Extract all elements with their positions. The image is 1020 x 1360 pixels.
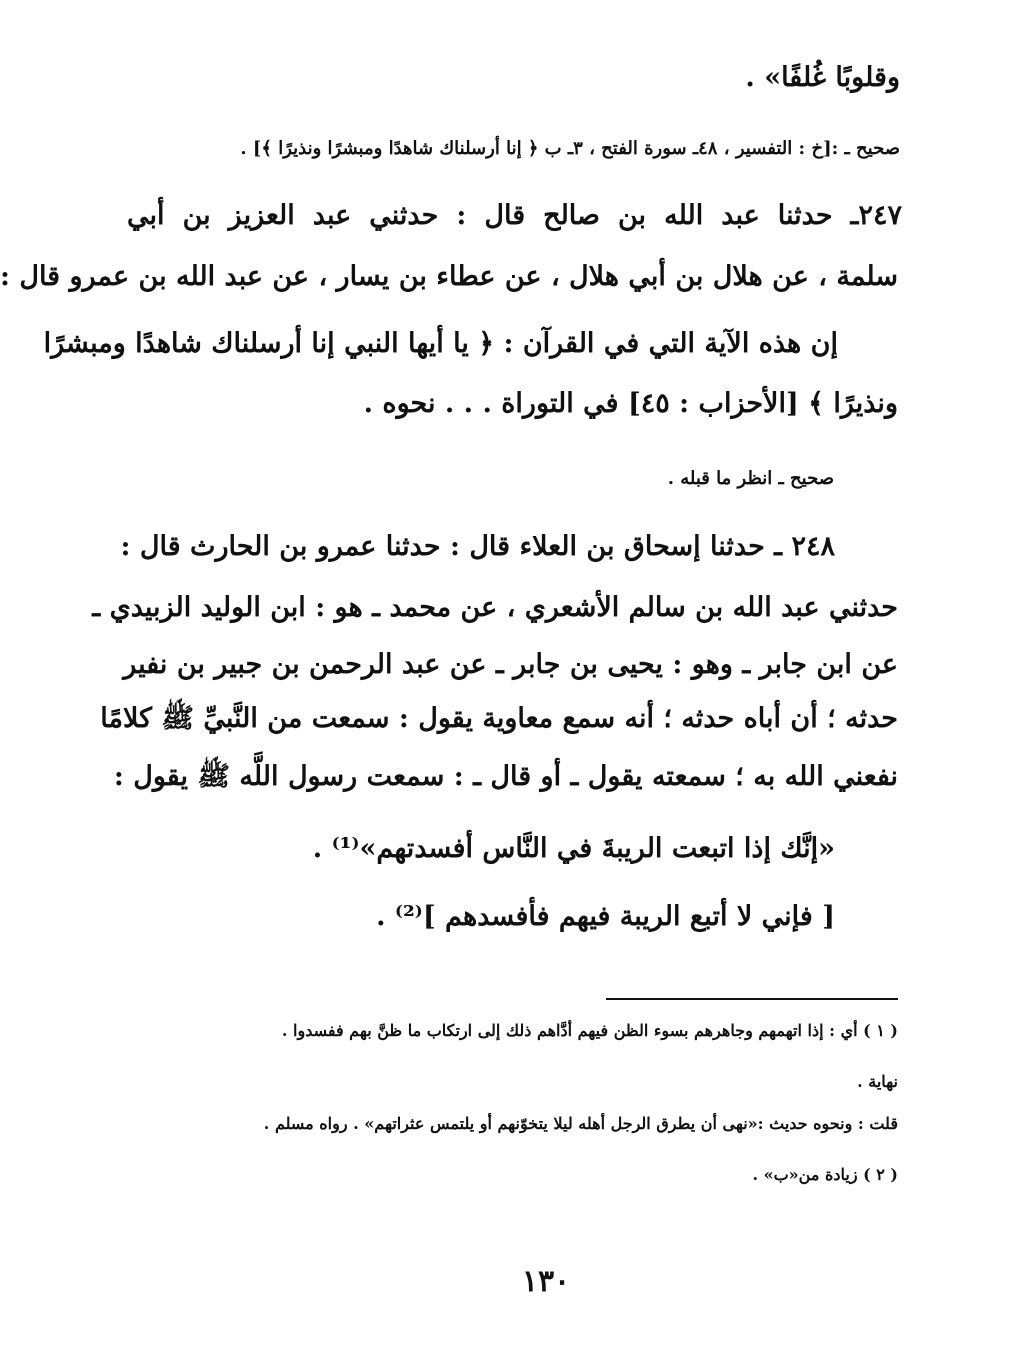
hadith-247-line-1: ٢٤٧ـ حدثنا عبد الله بن صالح قال : حدثني عبد العزيز بن أبي	[127, 200, 902, 231]
footnote-separator	[606, 998, 898, 1000]
grading-note: صحيح ـ :[خ : التفسير ، ٤٨ـ سورة الفتح ، ٣ـ ب ﴿ إنا أرسلناك شاهدًا ومبشرًا ونذيرًا ﴾] .	[240, 138, 900, 159]
hadith-247-line-3: إن هذه الآية التي في القرآن : ﴿ يا أيها النبي إنا أرسلناك شاهدًا ومبشرًا	[43, 328, 838, 359]
hadith-quote: «إنَّك إذا اتبعت الريبةَ في النَّاس أفسدتهم»⁽¹⁾ .	[312, 833, 835, 864]
page-number: ١٣٠	[521, 1264, 571, 1299]
footnote-1: ( ١ ) أي : إذا اتهمهم وجاهرهم بسوء الظن فيهم أدَّاهم ذلك إلى ارتكاب ما ظنَّ بهم ففسدوا .	[281, 1021, 898, 1040]
hadith-247-line-2: سلمة ، عن هلال بن أبي هلال ، عن عطاء بن يسار ، عن عبد الله بن عمرو قال :	[0, 261, 898, 292]
footnote-2: ( ٢ ) زيادة من«ب» .	[752, 1165, 898, 1184]
hadith-248-line-1: ٢٤٨ ـ حدثنا إسحاق بن العلاء قال : حدثنا عمرو بن الحارث قال :	[120, 531, 835, 562]
hadith-addition: [ فإني لا أتبع الريبة فيهم فأفسدهم ]⁽²⁾ .	[376, 901, 835, 932]
text-line: وقلوبًا غُلفًا» .	[745, 62, 900, 93]
hadith-247-line-4: ونذيرًا ﴾ [الأحزاب : ٤٥] في التوراة . . . نحوه .	[363, 388, 898, 419]
hadith-248-line-4: حدثه ؛ أن أباه حدثه ؛ أنه سمع معاوية يقول : سمعت من النَّبيِّ ﷺ كلامًا	[100, 703, 898, 734]
hadith-248-line-2: حدثني عبد الله بن سالم الأشعري ، عن محمد ـ هو : ابن الوليد الزبيدي ـ	[92, 592, 898, 623]
grading-note: صحيح ـ انظر ما قبله .	[667, 468, 834, 489]
footnote-1-remark: قلت : ونحوه حديث :«نهى أن يطرق الرجل أهله ليلا يتخوّنهم أو يلتمس عثراتهم» . رواه مسلم .	[263, 1114, 898, 1133]
footnote-1-continued: نهاية .	[857, 1072, 898, 1091]
hadith-248-line-5: نفعني الله به ؛ سمعته يقول ـ أو قال ـ : سمعت رسول اللَّه ﷺ يقول :	[113, 761, 898, 792]
hadith-248-line-3: عن ابن جابر ـ وهو : يحيى بن جابر ـ عن عبد الرحمن بن جبير بن نفير	[123, 649, 898, 680]
